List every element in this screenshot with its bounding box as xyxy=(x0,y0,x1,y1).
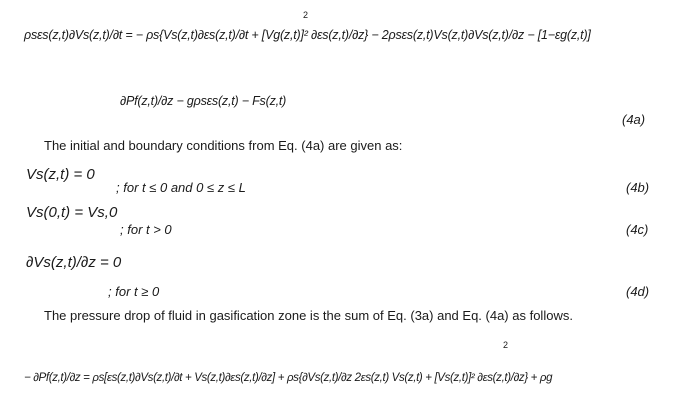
equation-4c: Vs(0,t) = Vs,0 xyxy=(26,204,118,221)
equation-4a-row2 xyxy=(120,94,286,108)
equation-4a-row1 xyxy=(24,28,591,42)
equation-4a-number: (4a) xyxy=(622,112,646,127)
pressure-drop-equation-text: − ∂Pf(z,t)/∂z = ρs[εs(z,t)∂Vs(z,t)/∂t + Vs(z,t)∂εs(z,t)/∂z] + ρs{∂Vs(z,t)/∂z 2εs(z,t) Vs(z,t) + [Vs(z,t)]² ∂εs(z,t)/∂z} + ρg xyxy=(24,372,553,384)
pressure-drop-equation-superscript: 2 xyxy=(503,340,509,350)
equation-4b-number: (4b) xyxy=(626,180,650,195)
equation-4b-condition: ; for t ≤ 0 and 0 ≤ z ≤ L xyxy=(116,180,246,195)
pressure-drop-equation xyxy=(24,372,552,384)
initial-conditions-text: The initial and boundary conditions from Eq. (4a) are given as: xyxy=(44,138,403,153)
equation-4d: ∂Vs(z,t)/∂z = 0 xyxy=(26,254,122,271)
equation-4a-superscript: 2 xyxy=(303,10,309,20)
equation-4d-condition: ; for t ≥ 0 xyxy=(108,284,160,299)
equation-4c-condition: ; for t > 0 xyxy=(120,222,172,237)
pressure-drop-text: The pressure drop of fluid in gasification zone is the sum of Eq. (3a) and Eq. (4a) as follows. xyxy=(44,308,573,323)
equation-4a-row1-text: ρsεs(z,t)∂Vs(z,t)/∂t = − ρs{Vs(z,t)∂εs(z,t)/∂t + [Vg(z,t)]² ∂εs(z,t)/∂z} − 2ρsεs(z,t)Vs(z,t)∂Vs(z,t)/∂z − [1−εg(z,t)] xyxy=(24,28,591,42)
equation-4b: Vs(z,t) = 0 xyxy=(26,166,95,183)
equation-4d-number: (4d) xyxy=(626,284,650,299)
equation-4a-row2-text: ∂Pf(z,t)/∂z − gρsεs(z,t) − Fs(z,t) xyxy=(120,94,287,108)
equation-4c-number: (4c) xyxy=(626,222,649,237)
